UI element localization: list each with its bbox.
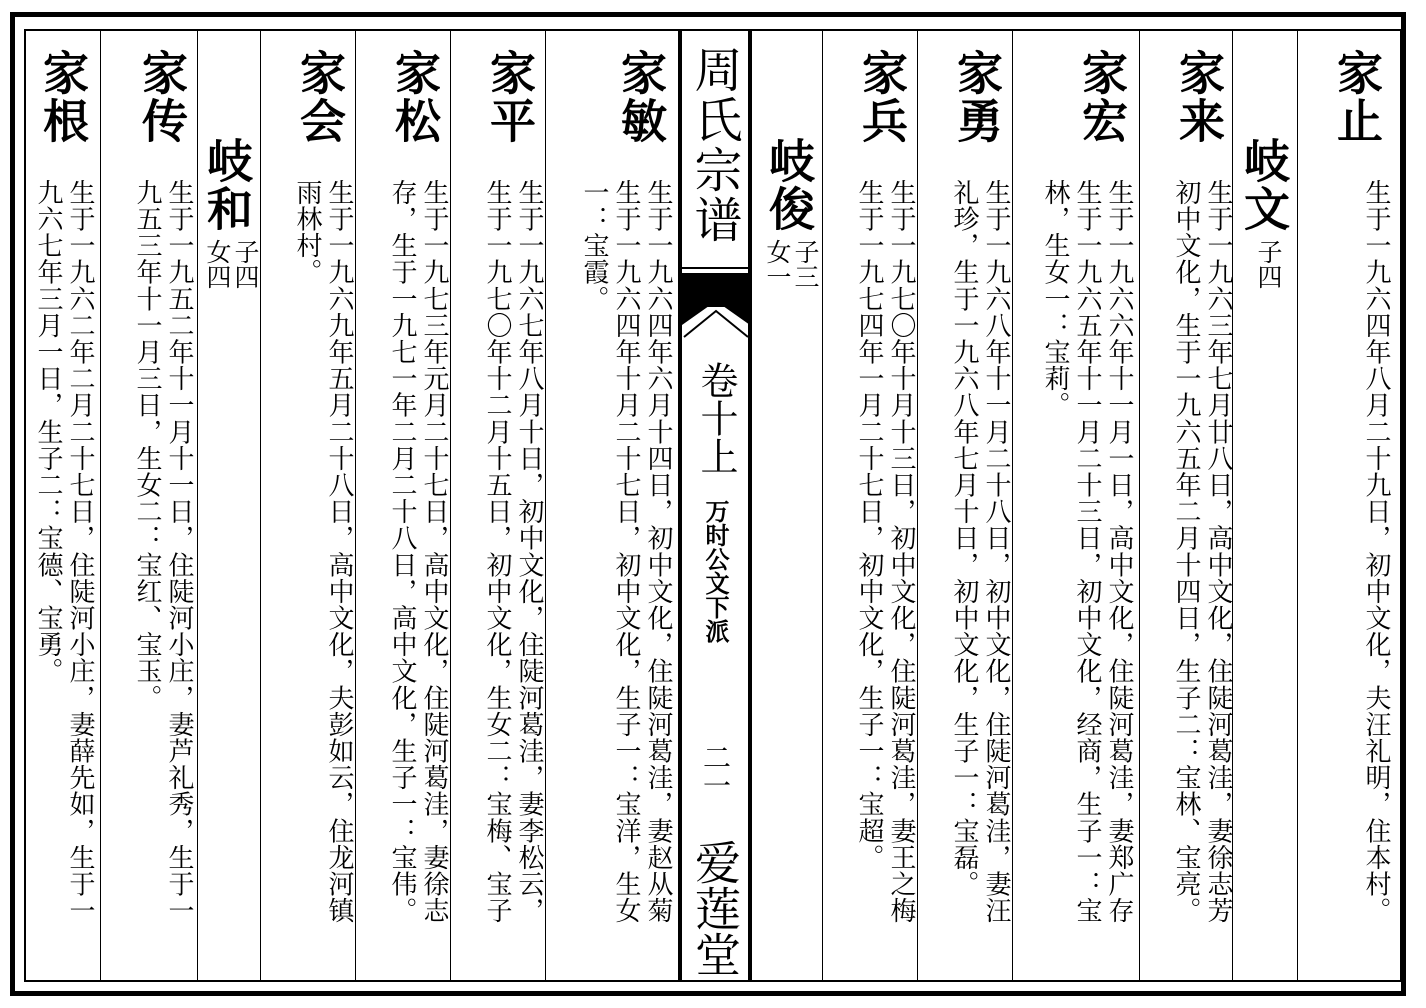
entry-text-line: 生于一九六九年五月二十八日，高中文化，夫彭如云，住龙河镇 [324, 179, 354, 924]
genealogy-title: 周氏宗谱 [686, 45, 742, 245]
person-name: 家松 [388, 49, 442, 145]
entry-text-line: 礼珍，生于一九六八年七月十日，初中文化，生子一：宝磊。 [949, 179, 979, 898]
entry-text-line: 生于一九六二年二月二十七日，住陡河小庄，妻薛先如，生于一 [65, 179, 95, 924]
entry-jiaping [451, 31, 545, 980]
entry-jiasong [356, 31, 450, 980]
person-name: 家敏 [614, 49, 668, 145]
entry-text-line: 生于一九七〇年十二月十五日，初中文化，生女二：宝梅、宝子 [482, 179, 512, 924]
branch-label: 万时公文下派 [701, 499, 730, 643]
entry-text-line: 生于一九六八年十一月二十八日，初中文化，住陡河葛洼，妻汪 [981, 179, 1011, 924]
person-name: 家会 [293, 49, 347, 145]
person-name: 家传 [135, 49, 189, 145]
entry-text-line: 生于一九六七年八月十日，初中文化，住陡河葛洼，妻李松云， [514, 179, 544, 924]
person-name: 家宏 [1075, 49, 1129, 145]
generation-name: 岐文 [1237, 137, 1291, 233]
generation-note: 子四 [231, 239, 260, 289]
entry-text-line: 初中文化，生于一九六五年二月十四日，生子二：宝林、宝亮。 [1171, 179, 1201, 924]
entry-jiabing [823, 31, 917, 980]
entry-text-line: 生于一九六四年十月二十七日，初中文化，生子一：宝洋，生女 [611, 179, 641, 924]
page-number: 二一 [699, 743, 732, 799]
generation-qihe [198, 31, 260, 980]
entry-text-line: 生于一九六六年十一月一日，高中文化，住陡河葛洼，妻郑广存 [1104, 179, 1134, 924]
spine [682, 31, 750, 980]
entry-text-line: 雨林村。 [292, 179, 322, 286]
entry-text-line: 生于一九七四年一月二十七日，初中文化，生子一：宝超。 [854, 179, 884, 871]
fishtail-ornament-icon [682, 297, 750, 341]
entry-text-line: 生于一九七三年元月二十七日，高中文化，住陡河葛洼，妻徐志 [419, 179, 449, 924]
person-name: 家根 [36, 49, 90, 145]
entry-jiamin [546, 31, 678, 980]
generation-note: 女一 [763, 239, 792, 289]
volume-label: 卷十上 [694, 361, 738, 475]
generation-note: 子三 [791, 239, 820, 289]
entry-text-line: 生于一九五二年十一月十一日，住陡河小庄，妻芦礼秀，生于一 [164, 179, 194, 924]
person-name: 家平 [483, 49, 537, 145]
left-page [26, 31, 680, 980]
entry-text-line: 生于一九六四年八月二十九日，初中文化，夫汪礼明，住本村。 [1361, 179, 1391, 924]
generation-qijun [752, 31, 822, 980]
entry-jiayong [918, 31, 1012, 980]
generation-name: 岐和 [200, 137, 254, 233]
genealogy-page [24, 29, 1402, 982]
generation-note: 子四 [1254, 239, 1283, 289]
entry-jiagen [26, 31, 100, 980]
person-name: 家兵 [855, 49, 909, 145]
entry-jiahui [261, 31, 355, 980]
person-name: 家勇 [950, 49, 1004, 145]
entry-jiachuan [101, 31, 197, 980]
hall-name: 爱莲堂 [688, 839, 742, 977]
entry-text-line: 九六七年三月一日，生子二：宝德、宝勇。 [33, 179, 63, 685]
right-page [752, 31, 1402, 980]
entry-jiazhi [1298, 31, 1402, 980]
entry-text-line: 一：宝霞。 [579, 179, 609, 312]
entry-text-line: 生于一九六五年十一月二十三日，初中文化，经商，生子一：宝 [1072, 179, 1102, 924]
entry-text-line: 生于一九七〇年十月十三日，初中文化，住陡河葛洼，妻王之梅 [886, 179, 916, 924]
entry-jialai [1140, 31, 1232, 980]
entry-text-line: 生于一九六四年六月十四日，初中文化，住陡河葛洼，妻赵从菊 [643, 179, 673, 924]
entry-jiahong [1013, 31, 1139, 980]
entry-text-line: 存，生于一九七一年二月二十八日，高中文化，生子一：宝伟。 [387, 179, 417, 924]
generation-note: 女四 [203, 239, 232, 289]
generation-qiwen [1233, 31, 1297, 980]
spine-rule [682, 267, 750, 269]
person-name: 家来 [1172, 49, 1226, 145]
person-name: 家止 [1330, 49, 1384, 145]
entry-text-line: 生于一九六三年七月廿八日，高中文化，住陡河葛洼，妻徐志芳 [1203, 179, 1233, 924]
entry-text-line: 林，生女一：宝莉。 [1040, 179, 1070, 419]
entry-text-line: 九五三年十一月三日，生女二：宝红、宝玉。 [132, 179, 162, 711]
generation-name: 岐俊 [762, 137, 816, 233]
